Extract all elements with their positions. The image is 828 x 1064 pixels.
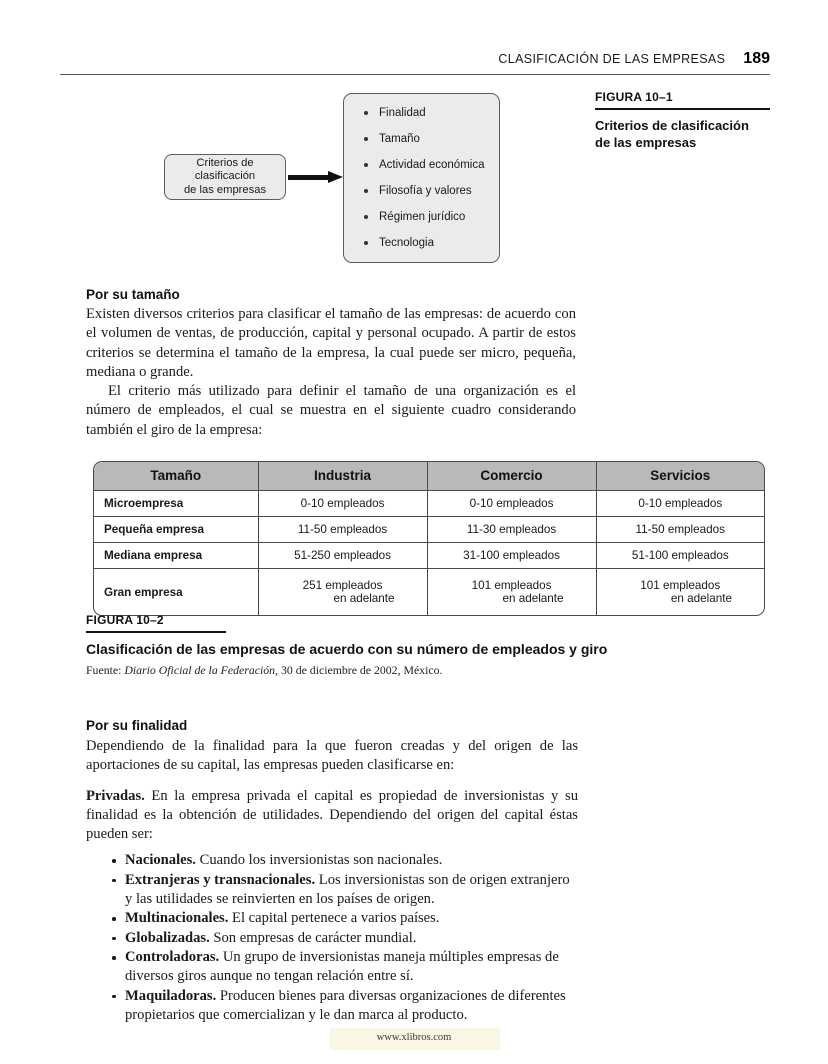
bullet-icon	[364, 111, 368, 115]
bullet-icon	[364, 163, 368, 167]
column-header-industria: Industria	[259, 462, 428, 491]
list-item-term: Globalizadas.	[125, 929, 210, 946]
list-item-text: Son empresas de carácter mundial.	[209, 929, 417, 946]
header-rule	[60, 74, 770, 75]
table-header	[94, 462, 764, 491]
row-label: Gran empresa	[94, 569, 259, 615]
row-label: Pequeña empresa	[94, 517, 259, 543]
list-item-text: Producen bienes para diversas organizaciones de diferentes propietarios que comercializan y le dan marca al producto.	[125, 987, 566, 1023]
list-item	[112, 851, 578, 870]
footer-url: www.xlibros.com	[376, 1032, 452, 1043]
bullet-icon	[112, 917, 116, 921]
running-head-title: CLASIFICACIÓN DE LAS EMPRESAS	[498, 52, 726, 66]
bullet-icon	[364, 189, 368, 193]
criteria-label: Tamaño	[379, 133, 420, 145]
source-suffix: , 30 de diciembre de 2002, México.	[275, 663, 443, 678]
employee-size-table-wrap	[93, 461, 765, 616]
list-item	[112, 871, 578, 910]
term-privadas: Privadas.	[86, 787, 145, 804]
diagram-source-box	[164, 154, 286, 200]
source-italic: Diario Oficial de la Federación	[124, 663, 276, 678]
list-item	[362, 106, 489, 120]
section-por-su-tamano	[86, 287, 576, 440]
diagram-source-line-1: Criterios de	[196, 156, 254, 169]
text-privadas: En la empresa privada el capital es propiedad de inversionistas y su finalidad es la obtención de utilidades. Dependiendo del origen del capital éstas pueden ser:	[86, 787, 578, 843]
paragraph-privadas	[86, 787, 578, 845]
cell-line-1: 101 empleados	[471, 579, 552, 592]
list-item	[362, 236, 489, 250]
figure-10-2-caption	[86, 613, 646, 678]
figure-10-1-diagram	[150, 88, 530, 273]
running-head	[60, 50, 770, 68]
list-item	[112, 909, 578, 928]
table-row	[94, 569, 764, 615]
figure-10-2-rule	[86, 631, 226, 633]
bullet-icon	[364, 137, 368, 141]
cell-industria	[259, 569, 428, 615]
column-header-tamano: Tamaño	[94, 462, 259, 491]
list-item-term: Extranjeras y transnacionales.	[125, 871, 316, 888]
list-item-term: Nacionales.	[125, 852, 196, 869]
table-row	[94, 517, 764, 543]
figure-10-2-source	[86, 663, 646, 678]
source-prefix: Fuente:	[86, 663, 125, 678]
diagram-criteria-box	[343, 93, 500, 263]
figure-10-1-title-line-2: de las empresas	[595, 134, 697, 150]
cell-servicios: 11-50 empleados	[597, 517, 764, 543]
list-item	[362, 158, 489, 172]
list-item-term: Controladoras.	[125, 948, 220, 965]
table-body	[94, 491, 764, 615]
column-header-servicios: Servicios	[597, 462, 764, 491]
arrow-shaft	[288, 175, 330, 180]
cell-industria: 51-250 empleados	[259, 543, 428, 569]
section-heading-tamano: Por su tamaño	[86, 287, 180, 302]
cell-line-2: en adelante	[333, 592, 395, 605]
cell-comercio: 31-100 empleados	[428, 543, 597, 569]
bullet-icon	[112, 995, 116, 999]
cell-line-1: 101 empleados	[640, 579, 721, 592]
figure-10-1-rule	[595, 108, 770, 110]
list-item-term: Maquiladoras.	[125, 987, 217, 1004]
figure-10-2-label: FIGURA 10–2	[86, 613, 164, 627]
list-item	[112, 948, 578, 987]
list-item	[112, 987, 578, 1026]
cell-servicios: 0-10 empleados	[597, 491, 764, 517]
bullet-icon	[364, 241, 368, 245]
criteria-label: Actividad económica	[379, 159, 485, 171]
employee-size-table	[93, 461, 765, 616]
criteria-label: Tecnologia	[379, 237, 434, 249]
bullet-icon	[112, 956, 116, 960]
diagram-source-line-3: de las empresas	[183, 183, 267, 196]
cell-servicios	[597, 569, 764, 615]
row-label: Mediana empresa	[94, 543, 259, 569]
cell-comercio: 0-10 empleados	[428, 491, 597, 517]
cell-line-2: en adelante	[670, 592, 732, 605]
list-item	[362, 184, 489, 198]
paragraph: Dependiendo de la finalidad para la que fueron creadas y del origen de las aportaciones de su capital, las empresas pueden clasificarse en:	[86, 738, 578, 774]
criteria-label: Finalidad	[379, 107, 426, 119]
list-item-text: El capital pertenece a varios países.	[228, 910, 440, 927]
table-header-row	[94, 462, 764, 491]
bullet-icon	[112, 859, 116, 863]
bullet-icon	[112, 937, 116, 941]
criteria-label: Régimen jurídico	[379, 211, 466, 223]
cell-line-2: en adelante	[502, 592, 564, 605]
cell-comercio	[428, 569, 597, 615]
cell-industria: 0-10 empleados	[259, 491, 428, 517]
table-row	[94, 491, 764, 517]
figure-10-1-title-line-1: Criterios de clasificación	[595, 118, 749, 134]
cell-comercio: 11-30 empleados	[428, 517, 597, 543]
list-item-text: Cuando los inversionistas son nacionales.	[195, 852, 443, 869]
figure-10-1-title	[595, 118, 770, 151]
table-row	[94, 543, 764, 569]
page-number: 189	[743, 50, 770, 67]
arrow-head	[328, 171, 343, 183]
figure-10-2-title: Clasificación de las empresas de acuerdo con su número de empleados y giro	[86, 641, 608, 658]
section-heading-finalidad: Por su finalidad	[86, 718, 188, 733]
cell-servicios: 51-100 empleados	[597, 543, 764, 569]
bullet-icon	[112, 879, 116, 883]
cell-industria: 11-50 empleados	[259, 517, 428, 543]
criteria-label: Filosofía y valores	[379, 185, 472, 197]
figure-10-1-caption	[595, 90, 770, 151]
cell-line-1: 251 empleados	[302, 579, 383, 592]
paragraph: Existen diversos criterios para clasificar el tamaño de las empresas: de acuerdo con el volumen de ventas, de producción, capital y personal ocupado. A partir de estos criterios se determina el tamaño de la empresa, la cual puede ser micro, pequeña, mediana o grande.	[86, 306, 576, 380]
arrow-right-icon	[288, 172, 344, 182]
privadas-list	[86, 851, 578, 1025]
list-item-text: Un grupo de inversionistas maneja múltiples empresas de diversos giros aunque no tengan relación entre sí.	[125, 948, 559, 985]
figure-10-1-label: FIGURA 10–1	[595, 90, 673, 104]
list-item	[362, 210, 489, 224]
row-label: Microempresa	[94, 491, 259, 517]
diagram-criteria-list	[362, 106, 489, 250]
section-por-su-finalidad	[86, 718, 578, 1025]
spacer	[86, 776, 578, 787]
list-item-term: Multinacionales.	[125, 910, 229, 927]
diagram-source-line-2: clasificación	[194, 170, 256, 183]
list-item	[112, 929, 578, 948]
list-item-text: Los inversionistas son de origen extranjero y las utilidades se reinvierten en los países de origen.	[125, 871, 570, 908]
paragraph: El criterio más utilizado para definir el tamaño de una organización es el número de empleados, el cual se muestra en el siguiente cuadro considerando también el giro de la empresa:	[86, 383, 576, 438]
column-header-comercio: Comercio	[428, 462, 597, 491]
bullet-icon	[364, 215, 368, 219]
list-item	[362, 132, 489, 146]
